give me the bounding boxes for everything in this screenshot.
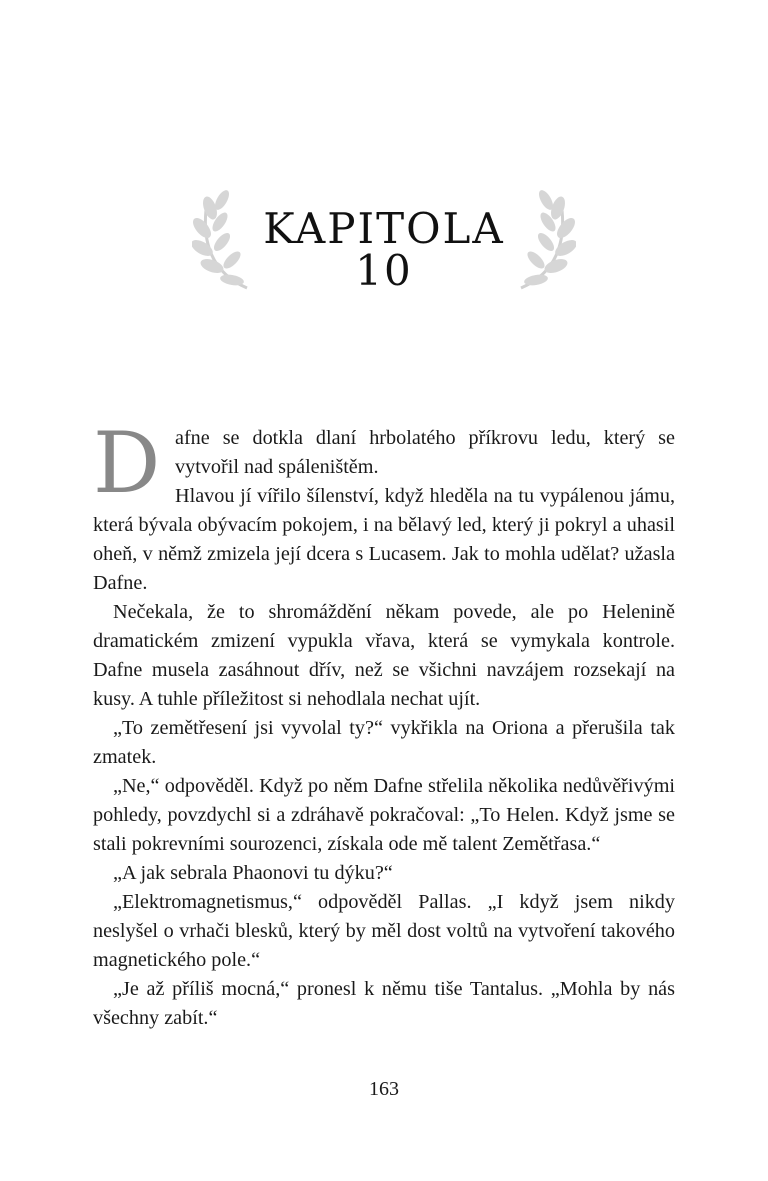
paragraph [93, 414, 675, 512]
paragraph-text: afne se dotkla dlaní hrbolatého příkrovu ledu, který se vytvořil nad spáleništěm. [175, 427, 675, 478]
chapter-body [93, 414, 675, 1033]
paragraph: „Ne,“ odpověděl. Když po něm Dafne střelila několika nedůvěřivými pohledy, povzdychl si a zdráhavě pokračoval: „To Helen. Když jsme se stali pokrevními sourozenci, získala ode mě talent Zemětřasa.“ [93, 775, 675, 855]
paragraph: „Je až příliš mocná,“ pronesl k němu tiše Tantalus. „Mohla by nás všechny zabít.“ [93, 978, 675, 1029]
paragraph: „Elektromagnetismus,“ odpověděl Pallas. „I když jsem nikdy neslyšel o vrhači blesků, který by měl dost voltů na vytvoření takového magnetického pole.“ [93, 891, 675, 971]
chapter-header [192, 180, 576, 295]
page-number: 163 [369, 1078, 399, 1100]
paragraph: Nečekala, že to shromáždění někam povede, ale po Helenině dramatickém zmizení vypukla vřava, která se vymykala kontrole. Dafne musela zasáhnout dřív, než se všichni navzájem rozsekají na kusy. A tuhle příležitost si nehodlala nechat ujít. [93, 601, 675, 710]
chapter-title: KAPITOLA 10 [263, 204, 505, 295]
drop-cap: D [93, 414, 161, 512]
paragraph: Hlavou jí vířilo šílenství, když hleděla na tu vypálenou jámu, která bývala obývacím pokojem, i na bělavý led, který ji pokryl a uhasil oheň, v němž zmizela její dcera s Lucasem. Jak to mohla udělat? užasla Dafne. [93, 485, 675, 594]
paragraph: „To zemětřesení jsi vyvolal ty?“ vykřikla na Oriona a přerušila tak zmatek. [93, 717, 675, 768]
paragraph: „A jak sebrala Phaonovi tu dýku?“ [113, 862, 393, 884]
laurel-branch-right-icon [496, 180, 576, 290]
